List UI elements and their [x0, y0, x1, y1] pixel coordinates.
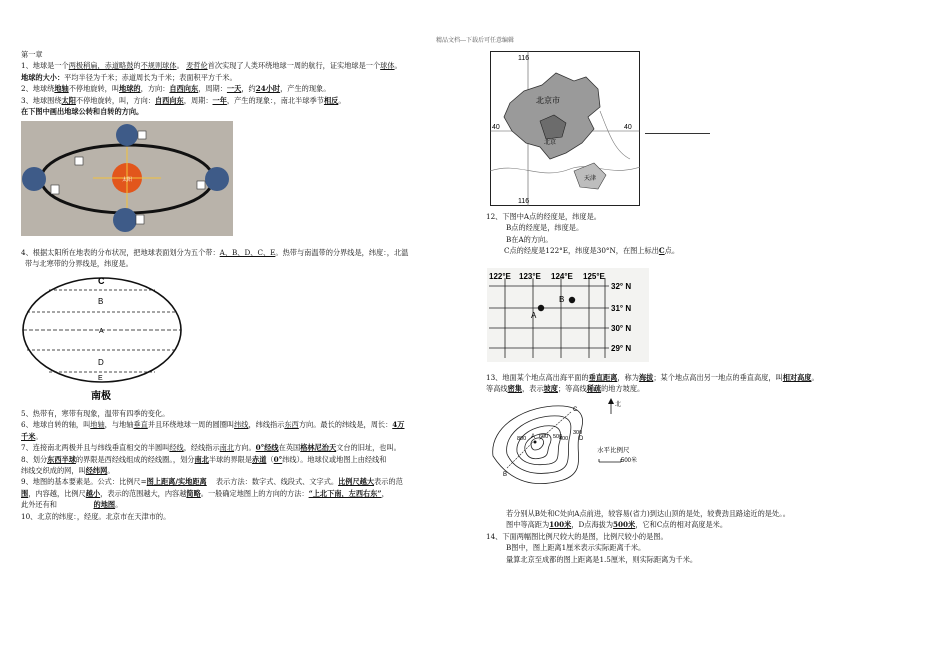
chapter-title: 第一章	[21, 50, 43, 59]
q14-line-a: 14、下面两幅图比例尺较大的是图，比例尺较小的是图。	[486, 531, 668, 541]
grid-x-122: 122°E	[489, 272, 511, 281]
line-11: 7、连接南北两极并且与纬线垂直相交的半圆叫经线，经线指示南北方向。0°经线在英国格林尼治天文台的旧址，也叫。	[21, 443, 401, 453]
tianjin-label: 天津	[584, 176, 597, 182]
q12-line-d: C点的经度是122°E，纬度是30°N，在图上标出C点。	[504, 246, 680, 256]
q13-line-d: 图中等高距为100米，D点海拔为500米，它和C点的相对高度是米。	[506, 520, 728, 530]
grid-x-123: 123°E	[519, 272, 541, 281]
q14-line-c: 量算北京至成都的图上距离是1.5厘米，则实际距离为千米。	[506, 554, 698, 564]
contour-500-label: 500	[553, 434, 563, 440]
grid-y-31: 31° N	[611, 304, 632, 313]
q12-line-c: B在A的方向。	[506, 234, 553, 244]
line-1: 1、地球是一个两极稍扁，赤道略鼓的不规则球体。 麦哲伦首次实现了人类环绕地球一周的航行，证实地球是一个球体。	[21, 61, 402, 71]
point-a-label: A	[531, 311, 537, 320]
beijing-city-label: 北京	[544, 140, 557, 146]
line-8: 5、热带有，寒带有现象，温带有四季的变化。	[21, 409, 170, 418]
line-16: 此外还有和 的地图。	[21, 500, 123, 510]
zone-e-label: E	[98, 375, 103, 382]
line-17: 10、北京的纬度：，经度。北京市在天津市的。	[21, 511, 171, 521]
climate-zone-diagram	[21, 272, 191, 408]
page-header: 精品文档---下载后可任意编辑	[435, 37, 515, 44]
contour-400-label: 400	[559, 436, 569, 442]
grid-x-125: 125°E	[583, 272, 605, 281]
lon-116-bottom: 116	[518, 198, 530, 205]
scale-label: 水平比例尺	[597, 447, 630, 454]
orbit-diagram	[21, 121, 233, 236]
line-10: 千米。	[21, 431, 43, 441]
line-6: 4、根据太阳所在地表的分布状况，把地球表面划分为五个带：A、B、D、C、E。热带与南温带的分界线是，纬度：，北温	[21, 248, 409, 257]
line-2: 地球的大小：平均半径为千米；赤道周长为千米；表面积平方千米。	[21, 72, 237, 82]
beijing-region-label: 北京市	[536, 96, 560, 105]
sun-label: 太阳	[122, 177, 133, 183]
line-7: 带与北寒带的分界线是，纬度是。	[25, 259, 133, 269]
contour-600-label: 600	[539, 434, 549, 440]
contour-map	[487, 396, 647, 496]
line-14: 9、地图的基本要素是。公式：比例尺=图上距离/实地距离 表示方法：数字式、线段式、文字式。比例尺越大表示的范	[21, 477, 403, 487]
left-column	[21, 49, 471, 117]
contour-300-label: 300	[573, 430, 583, 436]
contour-a-label: A	[531, 434, 536, 440]
line-4: 3、地球围绕太阳不停地旋转，叫，方向：自西向东，周期：一年，产生的现象：，南北半球季节相反。	[21, 95, 346, 105]
contour-b-label: B	[503, 472, 508, 478]
zone-a-label: A	[99, 328, 104, 335]
lat-40-left: 40	[492, 124, 500, 131]
contour-800-label: 800	[517, 436, 527, 442]
answer-blank	[645, 133, 710, 134]
north-label: 北	[615, 402, 622, 408]
point-b	[569, 297, 575, 303]
grid-y-29: 29° N	[611, 344, 632, 353]
grid-y-30: 30° N	[611, 324, 632, 333]
line-15: 围，内容越，比例尺越小，表示的范围越大，内容越简略。一般确定地图上的方向的方法：“上北下南，左西右东”，	[21, 488, 389, 498]
path-b-to-a	[507, 442, 533, 468]
scale-value: 500米	[621, 458, 638, 464]
lat-40-right: 40	[624, 124, 632, 131]
line-3: 2、地球绕地轴不停地旋转，叫地球的，方向：自西向东，周期：一天，约24小时，产生的现象。	[21, 84, 331, 94]
point-b-label: B	[559, 295, 565, 304]
q14-line-b: B图中，图上距离1厘米表示实际距离千米。	[506, 543, 646, 553]
north-arrow-icon	[608, 398, 614, 414]
line-12: 8、划分东西半球的界限是西经线组成的经线圈。，划分南北半球的界限是赤道（0°纬线）。地球仪或地图上由经线和	[21, 454, 387, 464]
grid-x-124: 124°E	[551, 272, 573, 281]
line-13: 纬线交织成的网，叫经纬网。	[21, 466, 115, 476]
grid-y-32: 32° N	[611, 282, 632, 291]
zone-b-label: B	[98, 297, 104, 306]
contour-c-label: C	[573, 407, 578, 413]
q12-line-a: 12、下图中A点的经度是，纬度是。	[486, 212, 601, 221]
line-9: 6、地球自转的轴，叫地轴，与地轴垂直并且环绕地球一周的圆圈叫纬线，纬线指示东西方向。最长的纬线是，周长：4万	[21, 420, 405, 430]
latlon-grid	[487, 268, 649, 362]
zone-c-label: C	[98, 276, 105, 286]
contour-point-a	[534, 441, 537, 444]
lon-116-top: 116	[518, 55, 530, 62]
point-a	[538, 305, 544, 311]
q13-line-a: 13、地面某个地点高出海平面的垂直距离，称为海拔；某个地点高出另一地点的垂直高度，叫相对高度。	[486, 373, 819, 382]
q13-line-c: 若分别从B处和C处向A点前进，较容易(省力)到达山顶的是处，较费劲且路途近的是处。。	[506, 509, 790, 518]
q12-line-b: B点的经度是，纬度是。	[506, 223, 584, 233]
beijing-map	[490, 51, 640, 206]
answer-box	[75, 157, 83, 165]
line-5: 在下图中画出地球公转和自转的方向。	[21, 107, 144, 117]
south-pole-label: 南极	[91, 391, 111, 402]
zone-d-label: D	[98, 358, 104, 367]
contour-d-label: D	[579, 436, 584, 442]
q13-line-b: 等高线密集，表示坡度；等高线稀疏的地方坡度。	[486, 384, 645, 394]
